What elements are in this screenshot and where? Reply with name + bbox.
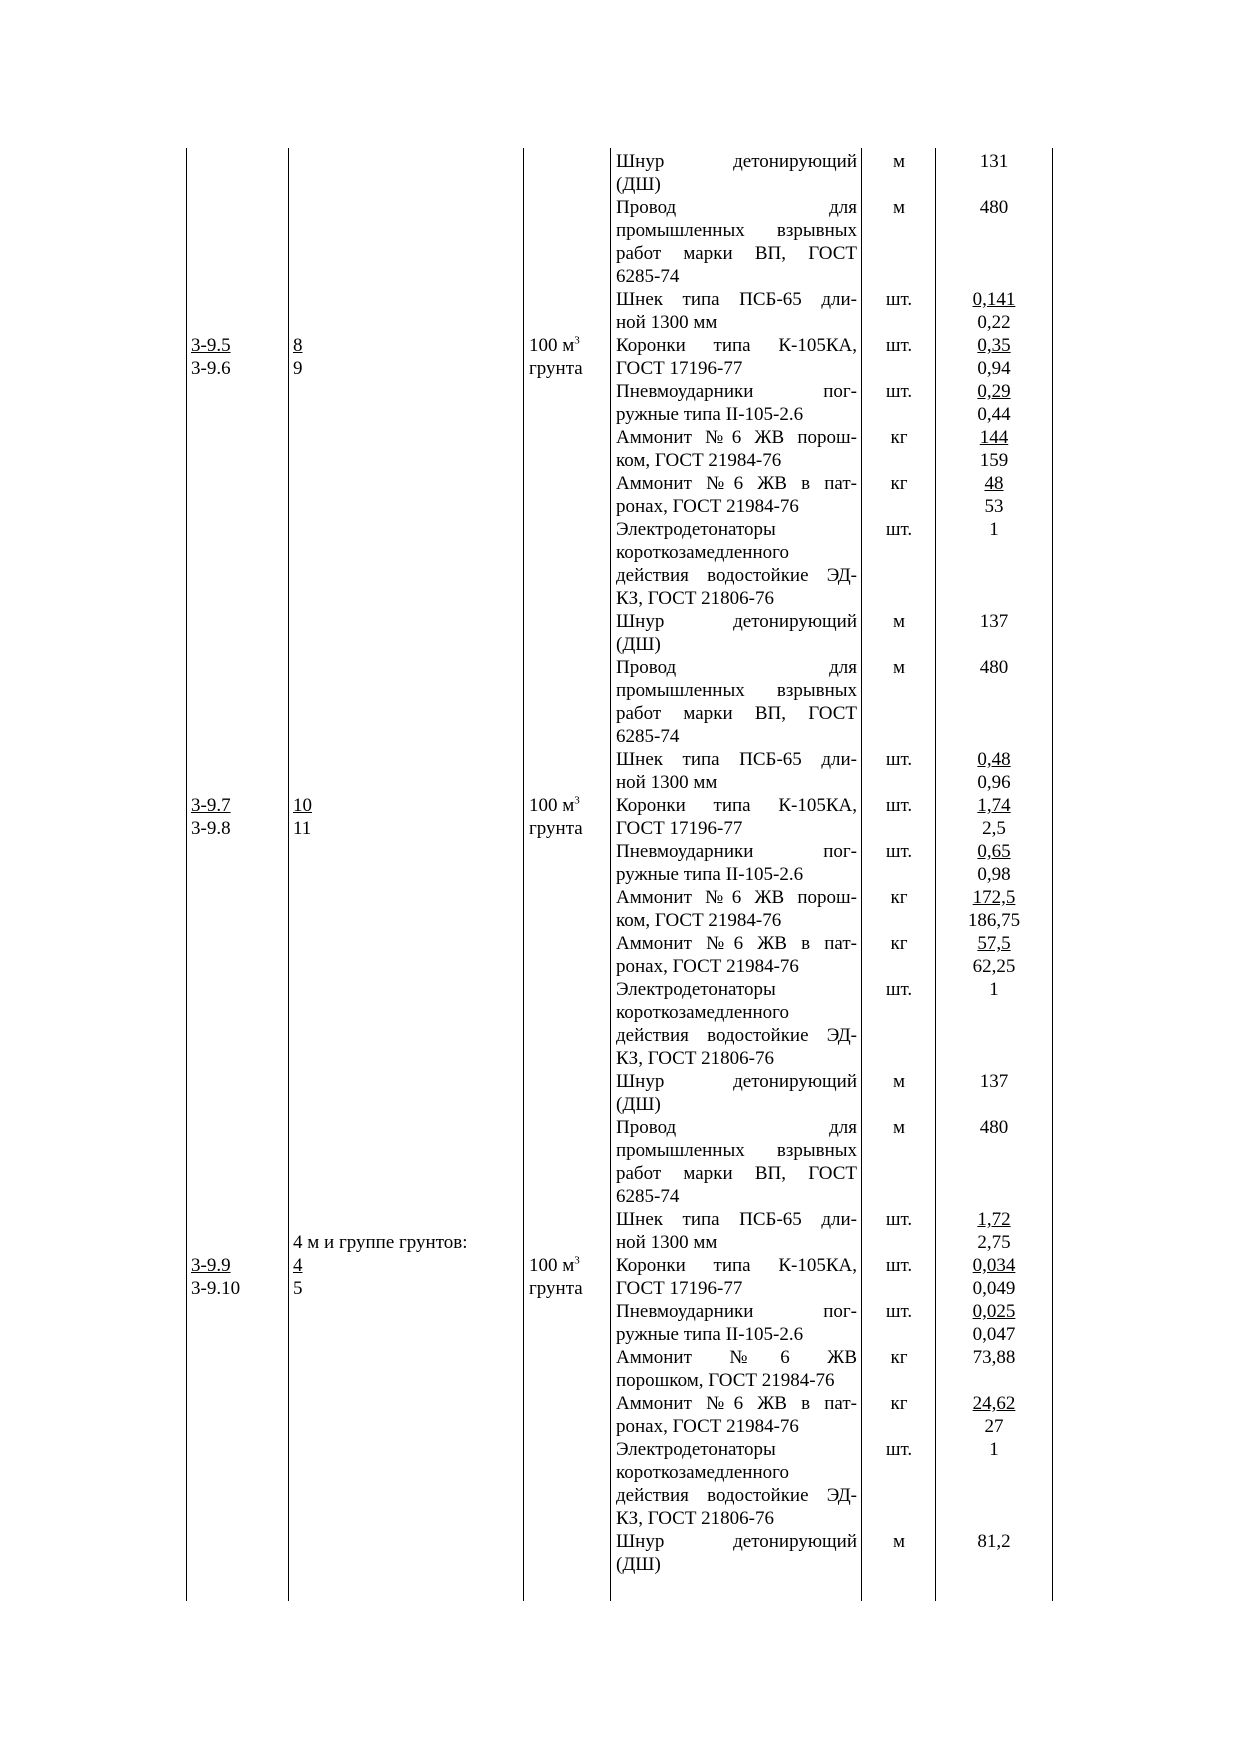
material-name-line: работ марки ВП, ГОСТ — [616, 1163, 857, 1184]
material-name-line: Пневмоударники пог- — [616, 841, 857, 862]
material-name-line: Коронки типа К-105КА, — [616, 795, 857, 816]
norm-value-denominator: 1 — [989, 1439, 999, 1460]
material-name-line: Шнур детонирующий — [616, 1071, 857, 1092]
norm-value — [940, 1323, 1048, 1346]
norm-code — [191, 1277, 240, 1300]
unit-of-measure: шт. — [885, 1439, 913, 1460]
norm-value-denominator: 73,88 — [972, 1347, 1016, 1368]
material-name-line: работ марки ВП, ГОСТ — [616, 703, 857, 724]
norm-code — [191, 334, 231, 357]
unit-of-measure: м — [892, 197, 906, 218]
unit-of-measure: шт. — [885, 795, 913, 816]
norm-value — [940, 886, 1048, 909]
material-name-line: ком, ГОСТ 21984-76 — [616, 910, 782, 931]
material-name-line: ружные типа II-105-2.6 — [616, 1324, 804, 1345]
norm-value-denominator: 0,94 — [977, 358, 1011, 379]
material-name-line: Аммонит №6 ЖВ порош- — [616, 427, 857, 448]
norm-code-text: 3-9.9 — [191, 1255, 231, 1276]
material-name-line: Коронки типа К-105КА, — [616, 335, 857, 356]
unit-of-measure: кг — [890, 933, 908, 954]
material-name-line: Аммонит №6 ЖВ порош- — [616, 887, 857, 908]
work-unit — [529, 1254, 580, 1277]
work-unit-exponent: 3 — [574, 334, 580, 347]
norm-value — [940, 1070, 1048, 1093]
norm-code-text: 3-9.8 — [191, 818, 231, 839]
norm-value-denominator: 81,2 — [977, 1531, 1011, 1552]
unit-of-measure: шт. — [885, 1255, 913, 1276]
norm-value — [940, 426, 1048, 449]
unit-of-measure: м — [892, 1531, 906, 1552]
norm-value-denominator: 159 — [979, 450, 1009, 471]
norm-value — [940, 932, 1048, 955]
unit-of-measure: кг — [890, 473, 908, 494]
norm-value — [940, 288, 1048, 311]
norm-value — [940, 840, 1048, 863]
unit-of-measure: шт. — [885, 381, 913, 402]
material-name-line: 6285-74 — [616, 1186, 680, 1207]
material-name-line: короткозамедленного — [616, 542, 789, 563]
norm-value-denominator: 137 — [979, 611, 1009, 632]
norm-value-denominator: 131 — [979, 151, 1009, 172]
unit-of-measure: шт. — [885, 749, 913, 770]
norm-value-denominator: 2,75 — [977, 1232, 1011, 1253]
material-name-line: Пневмоударники пог- — [616, 381, 857, 402]
norm-value-denominator: 480 — [979, 197, 1009, 218]
unit-of-measure: м — [892, 1117, 906, 1138]
norm-value-denominator: 0,44 — [977, 404, 1011, 425]
group-index — [293, 817, 311, 840]
norm-code — [191, 357, 231, 380]
unit-of-measure: шт. — [885, 841, 913, 862]
norm-value — [940, 357, 1048, 380]
norm-value-denominator: 480 — [979, 657, 1009, 678]
unit-of-measure: кг — [890, 1393, 908, 1414]
norm-value-numerator: 144 — [979, 427, 1009, 448]
material-name-line: ружные типа II-105-2.6 — [616, 404, 804, 425]
column-divider — [861, 148, 862, 1601]
norm-value-numerator: 57,5 — [977, 933, 1011, 954]
unit-of-measure: шт. — [885, 519, 913, 540]
material-name-line: ронах, ГОСТ 21984-76 — [616, 496, 799, 517]
norm-value-denominator: 27 — [984, 1416, 1004, 1437]
material-name-line: Шнек типа ПСБ-65 дли- — [616, 749, 857, 770]
material-name-line: действия водостойкие ЭД- — [616, 1485, 857, 1506]
material-name-line: (ДШ) — [616, 634, 661, 655]
work-unit-value: 100 м — [529, 335, 575, 356]
group-index — [293, 334, 303, 357]
norm-value-numerator: 0,034 — [972, 1255, 1016, 1276]
norm-value — [940, 656, 1048, 679]
material-name-line: Электродетонаторы — [616, 1439, 776, 1460]
norm-code-text: 3-9.7 — [191, 795, 231, 816]
norm-value-numerator: 1,74 — [977, 795, 1011, 816]
norm-value-numerator: 48 — [984, 473, 1004, 494]
material-name-line: Провод для — [616, 657, 857, 678]
material-name-line: ной 1300 мм — [616, 1232, 718, 1253]
norm-value-numerator: 172,5 — [972, 887, 1016, 908]
norm-value-denominator: 1 — [989, 519, 999, 540]
material-name-line: (ДШ) — [616, 1094, 661, 1115]
unit-of-measure: шт. — [885, 979, 913, 1000]
norm-value-denominator: 480 — [979, 1117, 1009, 1138]
material-name-line: Шнур детонирующий — [616, 611, 857, 632]
unit-of-measure: м — [892, 657, 906, 678]
column-divider — [610, 148, 611, 1601]
material-name-line: Аммонит №6 ЖВ в пат- — [616, 933, 857, 954]
norm-value — [940, 1254, 1048, 1277]
norm-value — [940, 196, 1048, 219]
norm-value-numerator: 1,72 — [977, 1209, 1011, 1230]
norm-value-numerator: 0,35 — [977, 335, 1011, 356]
unit-of-measure: м — [892, 1071, 906, 1092]
norm-value — [940, 817, 1048, 840]
material-name-line: ронах, ГОСТ 21984-76 — [616, 1416, 799, 1437]
norm-value — [940, 1277, 1048, 1300]
material-name-line: 6285-74 — [616, 266, 680, 287]
work-unit-value: 100 м — [529, 795, 575, 816]
norm-value — [940, 1415, 1048, 1438]
norm-value — [940, 1346, 1048, 1369]
group-index-text: 10 — [293, 795, 312, 816]
column-divider — [523, 148, 524, 1601]
material-name-line: промышленных взрывных — [616, 680, 857, 701]
material-name-line: 6285-74 — [616, 726, 680, 747]
norm-code-text: 3-9.5 — [191, 335, 231, 356]
norm-value — [940, 380, 1048, 403]
material-name-line: Аммонит №6 ЖВ — [616, 1347, 857, 1368]
material-name-line: КЗ, ГОСТ 21806-76 — [616, 588, 775, 609]
unit-of-measure: м — [892, 611, 906, 632]
norm-value — [940, 334, 1048, 357]
norm-value-numerator: 0,48 — [977, 749, 1011, 770]
work-unit-noun: грунта — [529, 818, 583, 839]
norm-value-denominator: 137 — [979, 1071, 1009, 1092]
material-name-line: работ марки ВП, ГОСТ — [616, 243, 857, 264]
material-name-line: ронах, ГОСТ 21984-76 — [616, 956, 799, 977]
material-name-line: порошком, ГОСТ 21984-76 — [616, 1370, 835, 1391]
norm-value-denominator: 0,98 — [977, 864, 1011, 885]
unit-of-measure: шт. — [885, 289, 913, 310]
group-index — [293, 1277, 303, 1300]
unit-of-measure: м — [892, 151, 906, 172]
norm-value — [940, 150, 1048, 173]
material-name-line: ГОСТ 17196-77 — [616, 1278, 743, 1299]
norm-value — [940, 403, 1048, 426]
group-heading: 4 м и группе грунтов: — [293, 1232, 468, 1253]
norm-value — [940, 1530, 1048, 1553]
column-divider — [288, 148, 289, 1601]
material-name-line: Провод для — [616, 197, 857, 218]
norm-value — [940, 771, 1048, 794]
work-unit-exponent: 3 — [574, 794, 580, 807]
group-index-text: 11 — [293, 818, 312, 839]
group-index-text: 4 — [293, 1255, 303, 1276]
norm-value — [940, 863, 1048, 886]
work-unit — [529, 794, 580, 817]
norm-value — [940, 1392, 1048, 1415]
column-divider — [935, 148, 936, 1601]
norm-value-denominator: 186,75 — [967, 910, 1021, 931]
material-name-line: КЗ, ГОСТ 21806-76 — [616, 1048, 775, 1069]
table-border-left — [186, 148, 187, 1601]
group-index — [293, 794, 312, 817]
unit-of-measure: кг — [890, 427, 908, 448]
work-unit-noun: грунта — [529, 358, 583, 379]
norm-value — [940, 1231, 1048, 1254]
material-name-line: действия водостойкие ЭД- — [616, 565, 857, 586]
material-name-line: Шнур детонирующий — [616, 1531, 857, 1552]
norm-value — [940, 472, 1048, 495]
material-name-line: КЗ, ГОСТ 21806-76 — [616, 1508, 775, 1529]
norm-value-denominator: 53 — [984, 496, 1004, 517]
material-name-line: Коронки типа К-105КА, — [616, 1255, 857, 1276]
norm-value-denominator: 0,049 — [972, 1278, 1016, 1299]
material-name-line: Пневмоударники пог- — [616, 1301, 857, 1322]
norm-code — [191, 794, 231, 817]
material-name-line: Шнек типа ПСБ-65 дли- — [616, 1209, 857, 1230]
norm-value — [940, 1438, 1048, 1461]
unit-of-measure: кг — [890, 1347, 908, 1368]
group-index — [293, 1254, 303, 1277]
material-name-line: Аммонит №6 ЖВ в пат- — [616, 473, 857, 494]
unit-of-measure: шт. — [885, 1209, 913, 1230]
material-name-line: (ДШ) — [616, 174, 661, 195]
norm-value-numerator: 0,025 — [972, 1301, 1016, 1322]
material-name-line: Электродетонаторы — [616, 979, 776, 1000]
norm-value — [940, 1300, 1048, 1323]
material-name-line: короткозамедленного — [616, 1002, 789, 1023]
norm-value — [940, 518, 1048, 541]
norm-value — [940, 1208, 1048, 1231]
material-name-line: Аммонит №6 ЖВ в пат- — [616, 1393, 857, 1414]
material-name-line: промышленных взрывных — [616, 220, 857, 241]
material-name-line: Шнек типа ПСБ-65 дли- — [616, 289, 857, 310]
work-unit-value: 100 м — [529, 1255, 575, 1276]
material-name-line: Шнур детонирующий — [616, 151, 857, 172]
norm-value-denominator: 0,96 — [977, 772, 1011, 793]
group-index-text: 5 — [293, 1278, 303, 1299]
table-border-right — [1052, 148, 1053, 1601]
material-name-line: ной 1300 мм — [616, 312, 718, 333]
norm-value — [940, 748, 1048, 771]
norm-value-denominator: 2,5 — [982, 818, 1006, 839]
group-index-text: 8 — [293, 335, 303, 356]
norm-value — [940, 311, 1048, 334]
material-name-line: (ДШ) — [616, 1554, 661, 1575]
work-unit-exponent: 3 — [574, 1254, 580, 1267]
material-name-line: Электродетонаторы — [616, 519, 776, 540]
unit-of-measure: шт. — [885, 335, 913, 356]
material-name-line: ГОСТ 17196-77 — [616, 818, 743, 839]
work-unit — [529, 334, 580, 357]
norm-value-numerator: 0,29 — [977, 381, 1011, 402]
norm-value — [940, 449, 1048, 472]
norm-value — [940, 909, 1048, 932]
work-unit-noun: грунта — [529, 1278, 583, 1299]
norm-value-numerator: 0,65 — [977, 841, 1011, 862]
group-index-text: 9 — [293, 358, 303, 379]
norm-code-text: 3-9.6 — [191, 358, 231, 379]
norm-value-denominator: 0,047 — [972, 1324, 1016, 1345]
material-name-line: действия водостойкие ЭД- — [616, 1025, 857, 1046]
group-index — [293, 357, 303, 380]
norm-code-text: 3-9.10 — [191, 1278, 241, 1299]
norm-value-denominator: 0,22 — [977, 312, 1011, 333]
material-name-line: ружные типа II-105-2.6 — [616, 864, 804, 885]
material-name-line: ком, ГОСТ 21984-76 — [616, 450, 782, 471]
unit-of-measure: кг — [890, 887, 908, 908]
norm-value — [940, 495, 1048, 518]
norm-value-numerator: 0,141 — [972, 289, 1016, 310]
norm-value — [940, 794, 1048, 817]
unit-of-measure: шт. — [885, 1301, 913, 1322]
norm-value-numerator: 24,62 — [972, 1393, 1016, 1414]
norm-value-denominator: 62,25 — [972, 956, 1016, 977]
material-name-line: Провод для — [616, 1117, 857, 1138]
norm-value-denominator: 1 — [989, 979, 999, 1000]
norm-code — [191, 1254, 231, 1277]
material-name-line: ной 1300 мм — [616, 772, 718, 793]
material-name-line: промышленных взрывных — [616, 1140, 857, 1161]
norm-value — [940, 610, 1048, 633]
norm-code — [191, 817, 231, 840]
material-name-line: короткозамедленного — [616, 1462, 789, 1483]
material-name-line: ГОСТ 17196-77 — [616, 358, 743, 379]
norm-value — [940, 978, 1048, 1001]
norm-value — [940, 955, 1048, 978]
norm-value — [940, 1116, 1048, 1139]
